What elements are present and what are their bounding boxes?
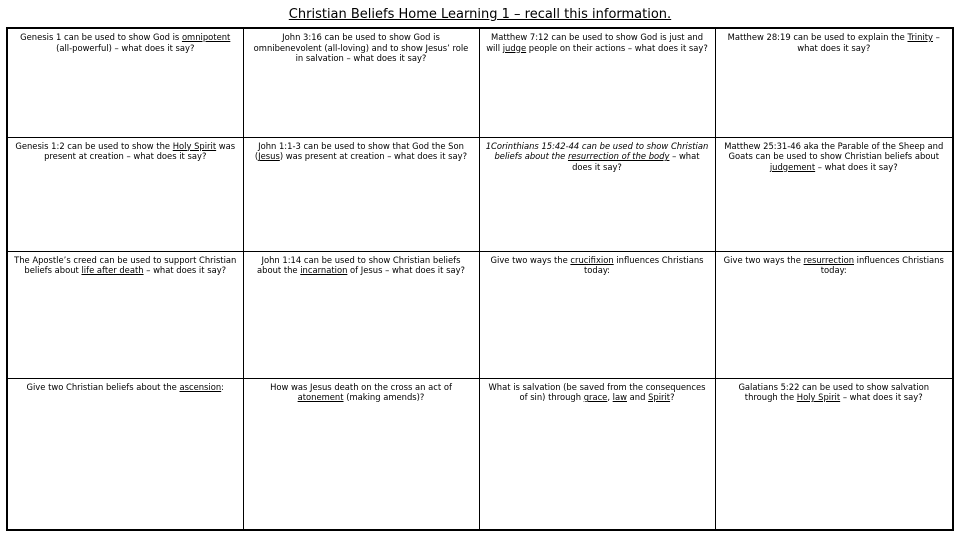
question-text: John 1:1-3 can be used to show that God the Son ( [254,140,464,162]
key-term: ascension [179,381,222,392]
question-text: Matthew 7:12 can be used to show God is just and will [486,32,704,53]
question-grid [6,27,954,531]
question-text: Genesis 1 can be used to show God is [20,32,182,42]
question-text: – what does it say? [815,161,898,172]
question-text: influences Christians today: [583,254,704,276]
question-text: : [221,381,224,392]
question-text: Give two ways the [490,254,571,265]
question-text: ) was present at creation – what does it say? [279,151,468,162]
question-cell[interactable] [7,28,243,137]
key-term: resurrection [803,254,854,265]
key-term: atonement [297,392,344,403]
question-text: – what does it say? [572,151,700,172]
question-cell[interactable] [715,378,953,530]
grid-row-4 [7,378,953,530]
key-term: crucifixion [570,254,614,265]
question-text: Galatians 5:22 can be used to show salvation through the [738,381,930,403]
question-text: Genesis 1:2 can be used to show the [15,140,173,151]
question-cell[interactable] [715,137,953,251]
page-title: Christian Beliefs Home Learning 1 – recall this information. [288,7,672,22]
question-cell[interactable] [479,28,715,137]
question-cell[interactable] [715,251,953,378]
question-cell[interactable] [479,251,715,378]
question-text: Give two ways the [723,254,804,265]
key-term: Spirit [648,392,671,403]
grid-row-1 [7,28,953,137]
key-term: resurrection of the body [567,151,670,162]
question-text: Matthew 25:31-46 aka the Parable of the Sheep and Goats can be used to show Christian beliefs about [724,140,944,162]
key-term: law [612,392,627,403]
key-term: Jesus [258,151,280,162]
grid-row-2 [7,137,953,251]
key-term: Holy Spirit [172,140,217,151]
question-text: What is salvation (be saved from the consequences of sin) through [488,381,706,403]
question-cell[interactable] [243,28,479,137]
key-term: omnipotent [181,32,231,42]
question-cell[interactable] [7,137,243,251]
question-text: John 1:14 can be used to show Christian beliefs about the [257,254,461,276]
question-text: of Jesus – what does it say? [347,265,465,276]
question-text: (making amends)? [343,392,425,403]
question-cell[interactable] [243,378,479,530]
question-cell[interactable] [479,137,715,251]
question-cell[interactable] [243,137,479,251]
key-term: grace [583,392,608,403]
key-term: Holy Spirit [796,392,841,403]
question-text: (all-powerful) – what does it say? [56,42,195,53]
key-term: incarnation [300,265,348,276]
question-text: , [607,392,613,403]
question-text: people on their actions – what does it say? [526,42,708,53]
question-text: The Apostle’s creed can be used to support Christian beliefs about [14,254,237,276]
question-cell[interactable] [7,378,243,530]
question-text: – what does it say? [797,32,940,53]
question-text: influences Christians today: [820,254,944,276]
question-text: How was Jesus death on the cross an act of [270,381,452,392]
question-text: was present at creation – what does it say? [44,140,236,162]
question-text: Matthew 28:19 can be used to explain the [727,32,908,42]
question-text: John 3:16 can be used to show God is omnibenevolent (all-loving) and to show Jesus’ role in salvation – what does it say? [253,32,469,64]
key-term: judge [502,42,527,53]
question-text: Give two Christian beliefs about the [26,381,180,392]
question-cell[interactable] [243,251,479,378]
question-text: ? [670,392,675,403]
key-term: life after death [81,265,144,276]
question-cell[interactable] [7,251,243,378]
question-text: 1Corinthians 15:42-44 can be used to show Christian beliefs about the [485,140,709,162]
key-term: judgement [769,161,816,172]
question-cell[interactable] [715,28,953,137]
key-term: Trinity [907,32,934,42]
question-cell[interactable] [479,378,715,530]
question-text: – what does it say? [143,265,227,276]
question-text: – what does it say? [840,392,923,403]
grid-row-3 [7,251,953,378]
question-text: and [626,392,649,403]
